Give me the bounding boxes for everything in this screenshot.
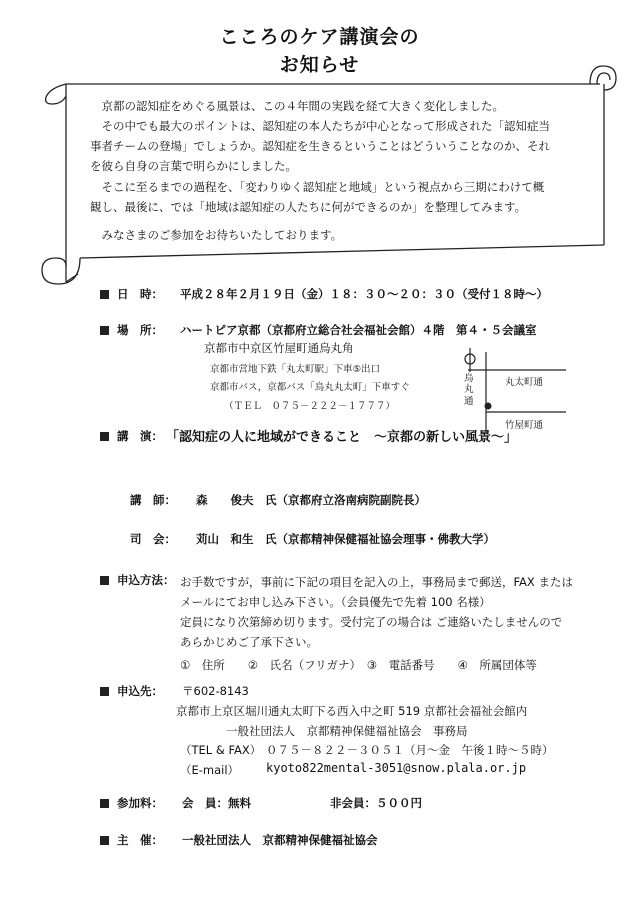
apply-method-text xyxy=(180,572,573,675)
apply-to-label: 申込先： xyxy=(117,684,163,698)
lecture-title: 「認知症の人に地域ができること ～京都の新しい風景～」 xyxy=(166,430,518,445)
map-street-marutamachi: 丸太町通 xyxy=(505,377,544,388)
moderator-name: 苅山 和生 氏（京都精神保健福祉協会理事・佛教大学） xyxy=(196,532,495,546)
lecture-label-row xyxy=(100,428,163,444)
date-value: 平成２８年２月１９日（金）１８：３０～２０：３０（受付１８時～） xyxy=(180,287,548,301)
lecturer-name: 森 俊夫 氏（京都府立洛南病院副院長） xyxy=(196,493,426,507)
intro-p4: みなさまのご参加をお待ちいたしております。 xyxy=(101,227,343,242)
intro-p3a: そこに至るまでの過程を、「変わりゆく認知症と地域」という視点から三期にわけて概 xyxy=(101,179,545,194)
venue-access-bus: 京都市バス，京都バス「烏丸丸太町」下車すぐ xyxy=(210,382,410,393)
venue-tel: （ＴＥＬ ０７５－２２２－１７７７） xyxy=(224,401,396,412)
apply-to-address: 京都市上京区堀川通丸太町下る西入中之町 519 京都社会福祉会館内 xyxy=(176,704,528,718)
square-bullet-icon xyxy=(100,290,109,299)
page-subtitle: お知らせ xyxy=(279,54,360,76)
apply-method-line2: メールにてお申し込み下さい。（会員優先で先着 100 名様） xyxy=(180,595,491,610)
intro-p3b: 観し、最後に、では「地域は認知症の人たちに何ができるのか」を整理してみます。 xyxy=(90,199,527,214)
venue-marker-icon xyxy=(485,403,492,410)
apply-method-line4: あらかじめご了承下さい。 xyxy=(180,635,318,650)
square-bullet-icon xyxy=(100,432,109,441)
venue-label: 場 所： xyxy=(117,323,163,337)
apply-to-label-row xyxy=(100,683,163,699)
organizer-value: 一般社団法人 京都精神保健福祉協会 xyxy=(182,833,378,847)
fee-nonmember: 非会員：５００円 xyxy=(330,796,422,810)
organizer-label-row xyxy=(100,832,163,848)
lecture-label: 講 演： xyxy=(117,429,163,443)
square-bullet-icon xyxy=(100,687,109,696)
apply-to-postal: 〒602-8143 xyxy=(182,684,249,698)
venue-access-subway: 京都市営地下鉄「丸太町駅」下車⑤出口 xyxy=(210,364,381,375)
venue-label-row xyxy=(100,322,163,338)
apply-method-line3: 定員になり次第締め切ります。受付完了の場合は ご連絡いたしませんので xyxy=(180,615,563,630)
intro-text xyxy=(90,96,600,245)
apply-to-tel: ０７５－８２２－３０５１（月～金 午後１時～５時） xyxy=(266,743,554,757)
date-label-row xyxy=(100,286,163,302)
fee-label: 参加料： xyxy=(117,796,163,810)
apply-to-email-label: （E-mail） xyxy=(180,763,240,777)
intro-p2a: その中でも最大のポイントは、認知症の本人たちが中心となって形成された「認知症当 xyxy=(101,119,550,134)
moderator-label: 司 会： xyxy=(130,532,176,546)
fee-member: 会 員：無料 xyxy=(182,796,251,810)
apply-method-line1: お手数ですが，事前に下記の項目を記入の上，事務局まで郵送，FAX または xyxy=(180,575,573,589)
map-street-karasuma: 烏丸通 xyxy=(464,373,474,407)
apply-to-org: 一般社団法人 京都精神保健福祉協会 事務局 xyxy=(226,724,468,738)
apply-method-items: ① 住所 ② 氏名（フリガナ） ③ 電話番号 ④ 所属団体等 xyxy=(180,657,537,672)
map-street-takeyamachi: 竹屋町通 xyxy=(505,420,544,431)
apply-to-tel-label: （TEL & FAX） xyxy=(180,743,262,757)
lecturer-label: 講 師： xyxy=(130,493,176,507)
venue-address: 京都市中京区竹屋町通烏丸角 xyxy=(204,341,354,355)
page-title: こころのケア講演会の xyxy=(219,26,420,48)
square-bullet-icon xyxy=(100,576,109,585)
apply-method-label-row xyxy=(100,572,175,588)
intro-p2c: を彼ら自身の言葉で明らかにしました。 xyxy=(90,159,297,174)
square-bullet-icon xyxy=(100,836,109,845)
square-bullet-icon xyxy=(100,799,109,808)
date-label: 日 時： xyxy=(117,287,163,301)
fee-label-row xyxy=(100,795,163,811)
intro-p1: 京都の認知症をめぐる風景は、この４年間の実践を経て大きく変化しました。 xyxy=(101,99,504,113)
organizer-label: 主 催： xyxy=(117,833,163,847)
square-bullet-icon xyxy=(100,326,109,335)
intro-p2b: 事者チームの登場」でしょうか。認知症を生きるということはどういうことなのか、それ xyxy=(90,139,550,154)
apply-to-email: kyoto822mental-3051@snow.plala.or.jp xyxy=(266,761,527,775)
venue-name: ハートピア京都（京都府立総合社会福祉会館）４階 第４・５会議室 xyxy=(180,323,537,337)
apply-method-label: 申込方法： xyxy=(117,573,175,587)
